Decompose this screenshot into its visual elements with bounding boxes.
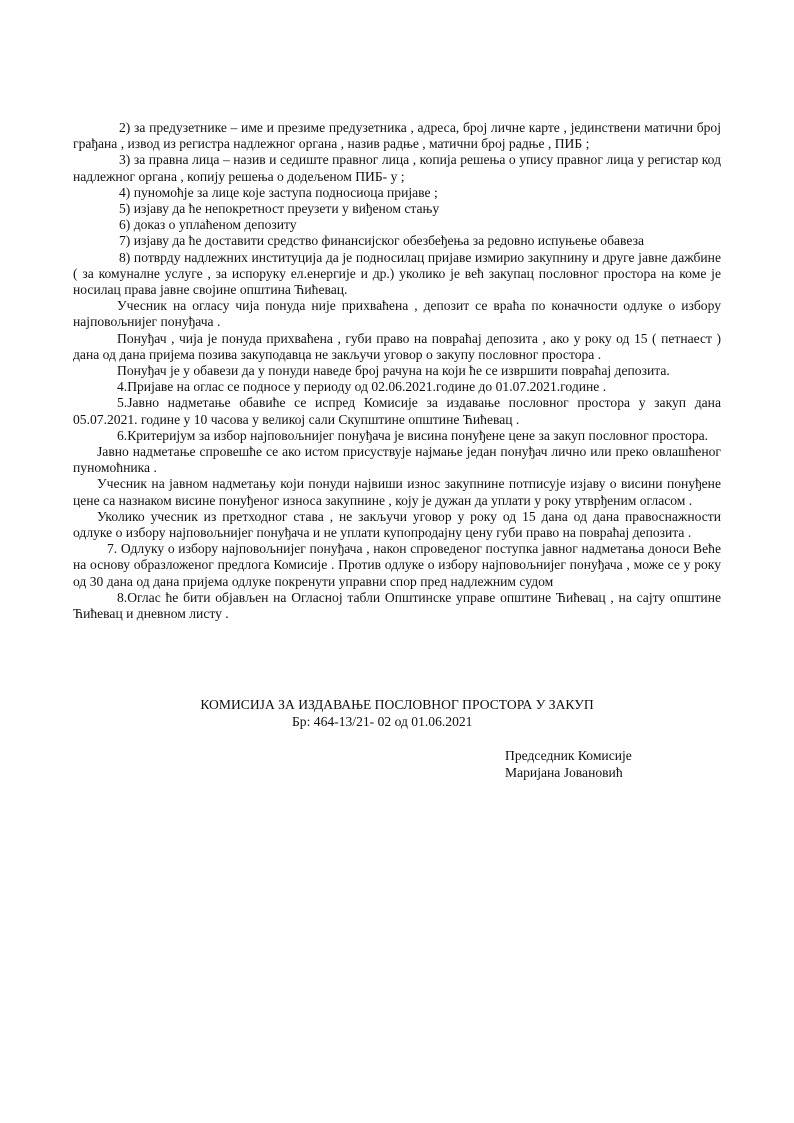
paragraph-condition-statement: 5) изјаву да ће непокретност преузети у виђеном стању [119,201,440,217]
signature-title: Председник Комисије [505,748,632,763]
paragraph-legal-entities: 3) за правна лица – назив и седиште правног лица , копија решења о упису правног лица у регистар код надлежног органа , копију решења о додељеном ПИБ- у ; [73,152,721,184]
paragraph-publication: 8.Оглас ће бити објављен на Огласној табли Општинске управе општине Ћићевац , на сајту општине Ћићевац и дневном листу . [73,589,721,622]
paragraph-deposit-return: Учесник на огласу чија понуда није прихваћена , депозит се враћа по коначности одлуке о избору најповољнијег понуђача . [73,298,721,330]
paragraph-auction-date: 5.Јавно надметање обавиће се испред Комисије за издавање пословног простора у закуп дана 05.07.2021. године у 10 часова у великој сали Скупштине општине Ћићевац . [73,395,721,427]
commission-heading: КОМИСИЈА ЗА ИЗДАВАЊЕ ПОСЛОВНОГ ПРОСТОРА У ЗАКУП [200,697,594,712]
paragraph-decision-appeal: 7. Одлуку о избору најповољнијег понуђача , након спроведеног поступка јавног надметања доноси Веће на основу образложеног предлога Комисије . Против одлуке о избору најповољнијег понуђача , може се у року од 30 дана од дана пријема одлуке покренути управни спор пред надлежним судом [73,541,721,589]
paragraph-application-period: 4.Пријаве на оглас се подносе у периоду од 02.06.2021.године до 01.07.2021.године . [117,379,607,395]
paragraph-entrepreneurs: 2) за предузетнике – име и презиме предузетника , адреса, број личне карте , јединствени матични број грађана , извод из регистра надлежног органа , назив радње , матични број радње , ПИБ ; [73,120,721,152]
paragraph-auction-attendance: Јавно надметање спровешће се ако истом присуствује најмање један понуђач лично или преко овлашћеног пуномоћника . [73,444,721,476]
paragraph-bank-account: Понуђач је у обавези да у понуди наведе број рачуна на који ће се извршити повраћај депозита. [117,363,670,379]
paragraph-contract-failure: Уколико учесник из претходног става , не закључи уговор у року од 15 дана од дана правоснажности одлуке о избору најповољнијег понуђача и не уплати купопродајну цену губи право на повраћај депозита . [73,508,721,541]
document-body [73,120,721,622]
paragraph-financial-security: 7) изјаву да ће доставити средство финансијског обезбеђења за редовно испуњење обавеза [119,233,644,249]
paragraph-deposit-forfeit: Понуђач , чија је понуда прихваћена , губи право на повраћај депозита , ако у року од 15 ( петнаест ) дана од дана пријема позива закуподавца не закључи уговор о закупу пословног простора . [73,330,721,362]
paragraph-highest-bid: Учесник на јавном надметању који понуди највиши износ закупнине потписује изјаву о висини понуђене цене са назнаком висине понуђеног износа закупнине , коју је дужан да уплати у року утврђеним огласом . [73,476,721,508]
paragraph-institution-confirmation: 8) потврду надлежних институција да је подносилац пријаве измирио закупнину и друге јавне дажбине ( за комуналне услуге , за испоруку ел.енергије и др.) уколико је већ закупац пословног простора на коме је носилац права јавне својине општина Ћићевац. [73,249,721,298]
reference-number: Бр: 464-13/21- 02 од 01.06.2021 [292,714,473,729]
signature-name: Маријана Јовановић [505,765,623,780]
paragraph-deposit-proof: 6) доказ о уплаћеном депозиту [119,217,297,233]
paragraph-selection-criterion: 6.Критеријум за избор најповољнијег понуђача је висина понуђене цене за закуп пословног простора. [117,427,709,443]
paragraph-power-of-attorney: 4) пуномоћје за лице које заступа подносиоца пријаве ; [119,184,438,200]
